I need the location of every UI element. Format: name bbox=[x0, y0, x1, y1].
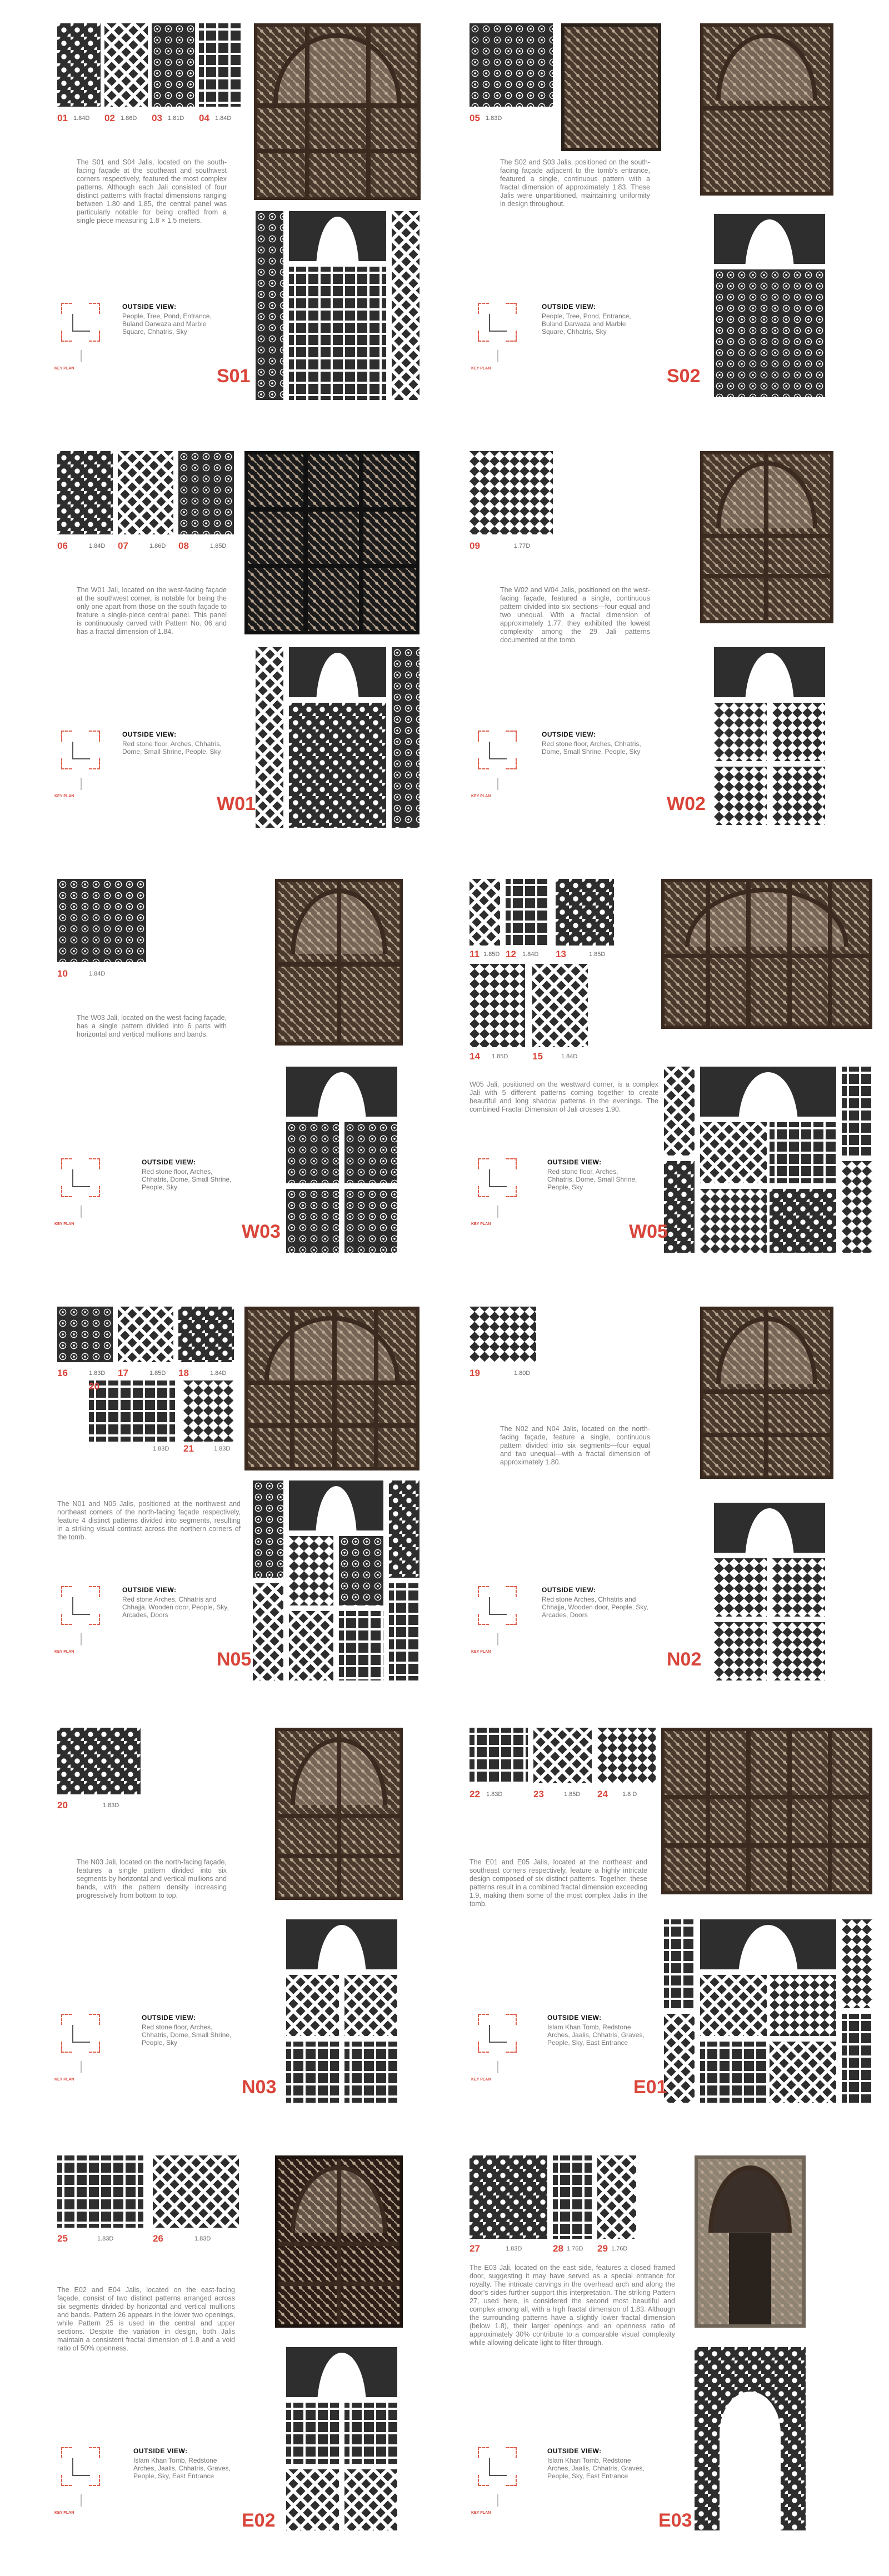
jali-photo bbox=[275, 2155, 403, 2328]
view-direction-arrow bbox=[81, 2061, 82, 2073]
view-direction-arrow bbox=[81, 350, 82, 362]
panel-n03 bbox=[0, 1711, 433, 2122]
pattern-19-tile bbox=[470, 1307, 536, 1362]
pattern-dimension: 1.83D bbox=[486, 1791, 503, 1798]
pattern-13-tile bbox=[556, 879, 614, 946]
panel-description: The S02 and S03 Jalis, positioned on the south-facing façade adjacent to the tomb's entrance, featured a single, continuous pattern with a fractal dimension of approximately 1.83. These Jalis were unpartitioned, maintaining uniformity in design throughout. bbox=[500, 158, 650, 208]
outside-view-heading: OUTSIDE VIEW: bbox=[122, 1586, 177, 1594]
jali-photo bbox=[700, 451, 833, 623]
pattern-number: 19 bbox=[470, 1368, 480, 1378]
jali-inside-photo bbox=[561, 23, 661, 151]
view-direction-arrow bbox=[497, 778, 498, 790]
outside-view-text: Islam Khan Tomb, Redstone Arches, Jaalis, Chhatris, Graves, People, Sky, East Entrance bbox=[547, 2457, 645, 2480]
pattern-number: 29 bbox=[597, 2243, 608, 2254]
jali-photo bbox=[700, 1307, 833, 1479]
key-plan-label: KEY PLAN bbox=[471, 367, 491, 371]
jali-code: E02 bbox=[242, 2510, 276, 2531]
pattern-dimension: 1.85D bbox=[564, 1791, 581, 1798]
pattern-27-tile bbox=[470, 2155, 547, 2239]
pattern-number: 05 bbox=[470, 113, 480, 123]
outside-view-heading: OUTSIDE VIEW: bbox=[542, 303, 596, 311]
jali-code: W05 bbox=[629, 1221, 668, 1242]
view-direction-arrow bbox=[81, 1633, 82, 1645]
jali-code: S02 bbox=[667, 366, 701, 387]
outside-view-text: Red stone floor, Arches, Chhatris, Dome, Small Shrine, People, Sky bbox=[142, 1168, 232, 1191]
pattern-05-tile bbox=[470, 23, 553, 107]
pattern-dimension: 1.84D bbox=[561, 1053, 578, 1060]
pattern-03-tile bbox=[152, 23, 195, 107]
panel-description: The E01 and E05 Jalis, located at the northeast and southeast corners respectively, feature a highly intricate design composed of six distinct patterns. Together, these patterns result in a combined fractal dimension exceeding 1.9, making them some of the most complex Jalis in the tomb. bbox=[470, 1858, 647, 1908]
pattern-dimension: 1.83D bbox=[153, 1445, 169, 1452]
pattern-dimension: 1.84D bbox=[522, 951, 539, 958]
pattern-dimension: 1.85D bbox=[483, 951, 500, 958]
outside-view-heading: OUTSIDE VIEW: bbox=[133, 2447, 188, 2455]
panel-s02 bbox=[450, 0, 883, 411]
pattern-22-tile bbox=[470, 1728, 528, 1783]
pattern-dimension: 1.85D bbox=[210, 543, 227, 549]
pattern-number: 22 bbox=[470, 1789, 480, 1799]
view-direction-arrow bbox=[497, 1633, 498, 1645]
jali-code: W03 bbox=[242, 1221, 281, 1242]
pattern-number: 11 bbox=[470, 949, 480, 959]
panel-description: The W01 Jali, located on the west-facing façade at the southwest corner, is notable for being the only one apart from those on the south façade to feature a single-piece central panel. This panel is continuously carved with Pattern No. 06 and has a fractal dimension of 1.84. bbox=[77, 586, 227, 636]
pattern-number: 06 bbox=[57, 541, 68, 551]
pattern-number: 12 bbox=[506, 949, 516, 959]
pattern-02-tile bbox=[104, 23, 148, 107]
key-plan-label: KEY PLAN bbox=[54, 1650, 74, 1654]
jali-photo bbox=[244, 1307, 419, 1470]
jali-elevation bbox=[256, 211, 419, 400]
jali-photo bbox=[661, 1728, 872, 1894]
jali-photo bbox=[700, 23, 833, 196]
jali-code: W01 bbox=[217, 793, 256, 814]
panel-e02 bbox=[0, 2139, 433, 2550]
pattern-18-tile bbox=[178, 1307, 234, 1362]
outside-view-text: Red stone floor, Arches, Chhatris, Dome, Small Shrine, People, Sky bbox=[542, 740, 641, 756]
panel-description: The N01 and N05 Jalis, positioned at the northwest and northeast corners of the north-facing façade respectively, feature 4 distinct patterns divided into segments, resulting in a striking visual contrast across the northern corners of the tomb. bbox=[57, 1500, 241, 1541]
pattern-number: 08 bbox=[178, 541, 189, 551]
pattern-number: 27 bbox=[470, 2243, 480, 2254]
key-plan-icon bbox=[61, 2014, 100, 2053]
view-direction-arrow bbox=[81, 778, 82, 790]
pattern-number: 03 bbox=[152, 113, 162, 123]
jali-elevation bbox=[714, 1503, 825, 1680]
pattern-08-tile bbox=[178, 451, 234, 534]
pattern-16-tile bbox=[57, 1307, 113, 1362]
panel-w01 bbox=[0, 428, 433, 839]
panel-description: The W03 Jali, located on the west-facing façade, has a single pattern divided into 6 parts with horizontal and vertical mullions and bands. bbox=[77, 1014, 227, 1038]
jali-code: E03 bbox=[658, 2510, 692, 2531]
key-plan-label: KEY PLAN bbox=[471, 2078, 491, 2082]
pattern-dimension: 1.80D bbox=[514, 1370, 531, 1377]
outside-view-text: Red stone floor, Arches, Chhatris, Dome, Small Shrine, People, Sky bbox=[142, 2023, 232, 2047]
outside-view-text: Islam Khan Tomb, Redstone Arches, Jaalis, Chhatris, Graves, People, Sky, East Entrance bbox=[547, 2023, 645, 2047]
jali-elevation bbox=[253, 1480, 419, 1680]
panel-description: The N03 Jali, located on the north-facing façade, features a single pattern divided into six segments by horizontal and vertical mullions and bands, with the pattern density increasing progressively from bottom to top. bbox=[77, 1858, 227, 1899]
outside-view-heading: OUTSIDE VIEW: bbox=[547, 1158, 602, 1166]
jali-elevation bbox=[714, 214, 825, 397]
pattern-number: 20 bbox=[57, 1800, 68, 1810]
pattern-14-tile bbox=[470, 964, 525, 1047]
pattern-dimension: 1.84D bbox=[210, 1370, 227, 1377]
panel-description: The W02 and W04 Jalis, positioned on the west-facing façade, featured a single, continuous pattern divided into six sections—four equal and two unequal. With a fractal dimension of approximately 1.77, they exhibited the lowest complexity among the 29 Jali patterns documented at the tomb. bbox=[500, 586, 650, 644]
pattern-dimension: 1.81D bbox=[168, 115, 184, 122]
outside-view-heading: OUTSIDE VIEW: bbox=[122, 731, 177, 738]
pattern-number: 18 bbox=[178, 1368, 189, 1378]
pattern-01-tile bbox=[57, 23, 101, 107]
pattern-28-tile bbox=[553, 2155, 592, 2239]
outside-view-heading: OUTSIDE VIEW: bbox=[142, 1158, 196, 1166]
outside-view-text: Red stone floor, Arches, Chhatris, Dome, Small Shrine, People, Sky bbox=[122, 740, 222, 756]
view-direction-arrow bbox=[497, 2061, 498, 2073]
view-direction-arrow bbox=[497, 2494, 498, 2507]
pattern-number: 07 bbox=[118, 541, 128, 551]
jali-elevation bbox=[714, 647, 825, 825]
pattern-17-tile bbox=[118, 1307, 173, 1362]
pattern-20-tile bbox=[57, 1728, 141, 1794]
key-plan-icon bbox=[478, 731, 517, 769]
pattern-number: 26 bbox=[153, 2233, 163, 2244]
pattern-dimension: 1.83D bbox=[97, 2235, 114, 2242]
panel-description: The E03 Jali, located on the east side, features a closed framed door, suggesting it may have served as a special entrance for royalty. The intricate carvings in the overhead arch and along the door's sides further support this interpretation. The striking Pattern 27, used here, is considered the second most beautiful and complex among all, with a high fractal dimension of 1.83. Although the surrounding patterns have a slightly lower fractal dimension (below 1.8), their larger openings and an openness ratio of approximately 30% contribute to a comparable visual complexity while allowing delicate light to filter through. bbox=[470, 2264, 675, 2347]
outside-view-heading: OUTSIDE VIEW: bbox=[542, 731, 596, 738]
view-direction-arrow bbox=[497, 1206, 498, 1218]
jali-code: E01 bbox=[633, 2077, 667, 2098]
key-plan-label: KEY PLAN bbox=[54, 1222, 74, 1226]
outside-view-heading: OUTSIDE VIEW: bbox=[547, 2014, 602, 2022]
jali-photo bbox=[661, 879, 872, 1029]
pattern-dimension: 1.86D bbox=[149, 543, 166, 549]
pattern-10-tile bbox=[57, 879, 146, 962]
key-plan-icon bbox=[61, 1586, 100, 1625]
pattern-11-tile bbox=[470, 879, 500, 946]
key-plan-label: KEY PLAN bbox=[471, 794, 491, 798]
pattern-dimension: 1.85D bbox=[492, 1053, 508, 1060]
key-plan-icon bbox=[478, 1586, 517, 1625]
jali-elevation bbox=[286, 2347, 397, 2530]
key-plan-label: KEY PLAN bbox=[471, 2511, 491, 2515]
pattern-number: 16 bbox=[57, 1368, 68, 1378]
pattern-23-tile bbox=[533, 1728, 592, 1783]
pattern-07-tile bbox=[118, 451, 173, 534]
jali-elevation bbox=[695, 2347, 806, 2530]
pattern-dimension: 1.76D bbox=[611, 2245, 628, 2252]
jali-photo bbox=[275, 879, 403, 1046]
pattern-04-tile bbox=[199, 23, 242, 107]
pattern-number: 21 bbox=[183, 1443, 194, 1454]
pattern-dimension: 1.83D bbox=[506, 2245, 522, 2252]
outside-view-text: Red stone floor, Arches, Chhatris, Dome, Small Shrine, People, Sky bbox=[547, 1168, 637, 1191]
outside-view-heading: OUTSIDE VIEW: bbox=[547, 2447, 602, 2455]
jali-code: N02 bbox=[667, 1649, 702, 1670]
jali-code: S01 bbox=[217, 366, 251, 387]
key-plan-label: KEY PLAN bbox=[471, 1222, 491, 1226]
pattern-29-tile bbox=[597, 2155, 636, 2239]
panel-n05 bbox=[0, 1283, 433, 1694]
key-plan-icon bbox=[61, 2447, 100, 2486]
pattern-number: 25 bbox=[57, 2233, 68, 2244]
pattern-12-tile bbox=[506, 879, 547, 946]
panel-description: W05 Jali, positioned on the westward corner, is a complex Jali with 5 different patterns coming together to create beautiful and long shadow patterns in the evenings. The combined Fractal Dimension of Jali crosses 1.90. bbox=[470, 1081, 658, 1113]
pattern-number: 02 bbox=[104, 113, 115, 123]
pattern-dimension: 1.84D bbox=[89, 971, 106, 977]
pattern-dimension: 1.86D bbox=[121, 115, 137, 122]
pattern-number: 14 bbox=[470, 1051, 480, 1062]
outside-view-text: Islam Khan Tomb, Redstone Arches, Jaalis, Chhatris, Graves, People, Sky, East Entrance bbox=[133, 2457, 231, 2480]
key-plan-label: KEY PLAN bbox=[471, 1650, 491, 1654]
jali-code: W02 bbox=[667, 793, 706, 814]
jali-photo bbox=[275, 1728, 403, 1900]
key-plan-label: KEY PLAN bbox=[54, 367, 74, 371]
key-plan-icon bbox=[478, 2447, 517, 2486]
pattern-dimension: 1.83D bbox=[486, 115, 502, 122]
jali-photo bbox=[254, 23, 421, 200]
view-direction-arrow bbox=[81, 2494, 82, 2507]
pattern-26-tile bbox=[153, 2155, 239, 2228]
outside-view-text: People, Tree, Pond, Entrance, Buland Darwaza and Marble Square, Chhatris, Sky bbox=[122, 312, 212, 336]
pattern-number: 01 bbox=[57, 113, 68, 123]
key-plan-icon bbox=[478, 1158, 517, 1197]
view-direction-arrow bbox=[81, 1206, 82, 1218]
outside-view-heading: OUTSIDE VIEW: bbox=[122, 303, 177, 311]
jali-code: N05 bbox=[217, 1649, 252, 1670]
pattern-06-tile bbox=[57, 451, 113, 534]
outside-view-text: People, Tree, Pond, Entrance, Buland Darwaza and Marble Square, Chhatris, Sky bbox=[542, 312, 631, 336]
panel-s01 bbox=[0, 0, 433, 411]
pattern-number: 04 bbox=[199, 113, 209, 123]
panel-description: The N02 and N04 Jalis, located on the north-facing façade, feature a single, continuous pattern divided into six segments—four equal and two unequal—with a fractal dimension of approximately 1.80. bbox=[500, 1425, 650, 1466]
pattern-dimension: 1.8 D bbox=[622, 1791, 637, 1798]
pattern-number: 15 bbox=[532, 1051, 543, 1062]
key-plan-label: KEY PLAN bbox=[54, 2078, 74, 2082]
pattern-dimension: 1.83D bbox=[214, 1445, 231, 1452]
pattern-dimension: 1.77D bbox=[514, 543, 531, 549]
panel-n02 bbox=[450, 1283, 883, 1694]
panel-e03 bbox=[450, 2139, 883, 2550]
panel-w03 bbox=[0, 856, 433, 1267]
pattern-dimension: 1.83D bbox=[103, 1802, 119, 1809]
view-direction-arrow bbox=[497, 350, 498, 362]
outside-view-text: Red stone Arches, Chhatris and Chhajja, Wooden door, People, Sky, Arcades, Doors bbox=[542, 1595, 648, 1619]
pattern-number: 17 bbox=[118, 1368, 128, 1378]
pattern-21-tile bbox=[183, 1380, 233, 1442]
key-plan-label: KEY PLAN bbox=[54, 2511, 74, 2515]
pattern-dimension: 1.85D bbox=[149, 1370, 166, 1377]
pattern-dimension: 1.84D bbox=[215, 115, 232, 122]
pattern-number: 23 bbox=[533, 1789, 544, 1799]
pattern-24-tile bbox=[597, 1728, 656, 1783]
pattern-dimension: 1.83D bbox=[89, 1370, 106, 1377]
key-plan-icon bbox=[478, 2014, 517, 2053]
jali-elevation bbox=[286, 1919, 397, 2103]
pattern-dimension: 1.76D bbox=[567, 2245, 583, 2252]
pattern-20-tile bbox=[89, 1380, 175, 1442]
jali-elevation bbox=[256, 647, 419, 828]
pattern-dimension: 1.85D bbox=[589, 951, 606, 958]
jali-elevation bbox=[664, 1067, 872, 1253]
key-plan-icon bbox=[61, 731, 100, 769]
key-plan-icon bbox=[61, 303, 100, 342]
pattern-dimension: 1.83D bbox=[194, 2235, 211, 2242]
panel-description: The S01 and S04 Jalis, located on the south-facing façade at the southeast and southwest corners respectively, featured the most complex patterns. Although each Jali consisted of four distinct patterns with fractal dimensions ranging between 1.80 and 1.85, the central panel was particularly notable for being crafted from a single piece measuring 1.8 × 1.5 meters. bbox=[77, 158, 227, 224]
outside-view-heading: OUTSIDE VIEW: bbox=[142, 2014, 196, 2022]
pattern-dimension: 1.84D bbox=[73, 115, 90, 122]
jali-elevation bbox=[286, 1067, 397, 1253]
panel-w05 bbox=[450, 856, 883, 1267]
pattern-number: 13 bbox=[556, 949, 566, 959]
panel-w02 bbox=[450, 428, 883, 839]
key-plan-label: KEY PLAN bbox=[54, 794, 74, 798]
panel-description: The E02 and E04 Jalis, located on the east-facing façade, consist of two distinct patterns arranged across six segments divided by horizontal and vertical mullions and bands. Pattern 26 appears in the lower two openings, while Pattern 25 is used in the central and upper sections. Despite the variation in design, both Jalis maintain a consistent fractal dimension of 1.8 and a void ratio of 50% openness. bbox=[57, 2286, 235, 2352]
jali-code: N03 bbox=[242, 2077, 277, 2098]
key-plan-icon bbox=[478, 303, 517, 342]
pattern-number: 10 bbox=[57, 968, 68, 979]
outside-view-heading: OUTSIDE VIEW: bbox=[542, 1586, 596, 1594]
pattern-number: 24 bbox=[597, 1789, 608, 1799]
key-plan-icon bbox=[61, 1158, 100, 1197]
jali-photo bbox=[695, 2155, 806, 2328]
outside-view-text: Red stone Arches, Chhatris and Chhajja, Wooden door, People, Sky, Arcades, Doors bbox=[122, 1595, 229, 1619]
jali-photo bbox=[244, 451, 419, 634]
pattern-number: 20 bbox=[89, 1381, 99, 1392]
pattern-15-tile bbox=[532, 964, 588, 1047]
pattern-25-tile bbox=[57, 2155, 143, 2228]
pattern-number: 09 bbox=[470, 541, 480, 551]
pattern-number: 28 bbox=[553, 2243, 563, 2254]
jali-elevation bbox=[664, 1919, 872, 2103]
panel-e01 bbox=[450, 1711, 883, 2122]
pattern-dimension: 1.84D bbox=[89, 543, 106, 549]
pattern-09-tile bbox=[470, 451, 553, 534]
